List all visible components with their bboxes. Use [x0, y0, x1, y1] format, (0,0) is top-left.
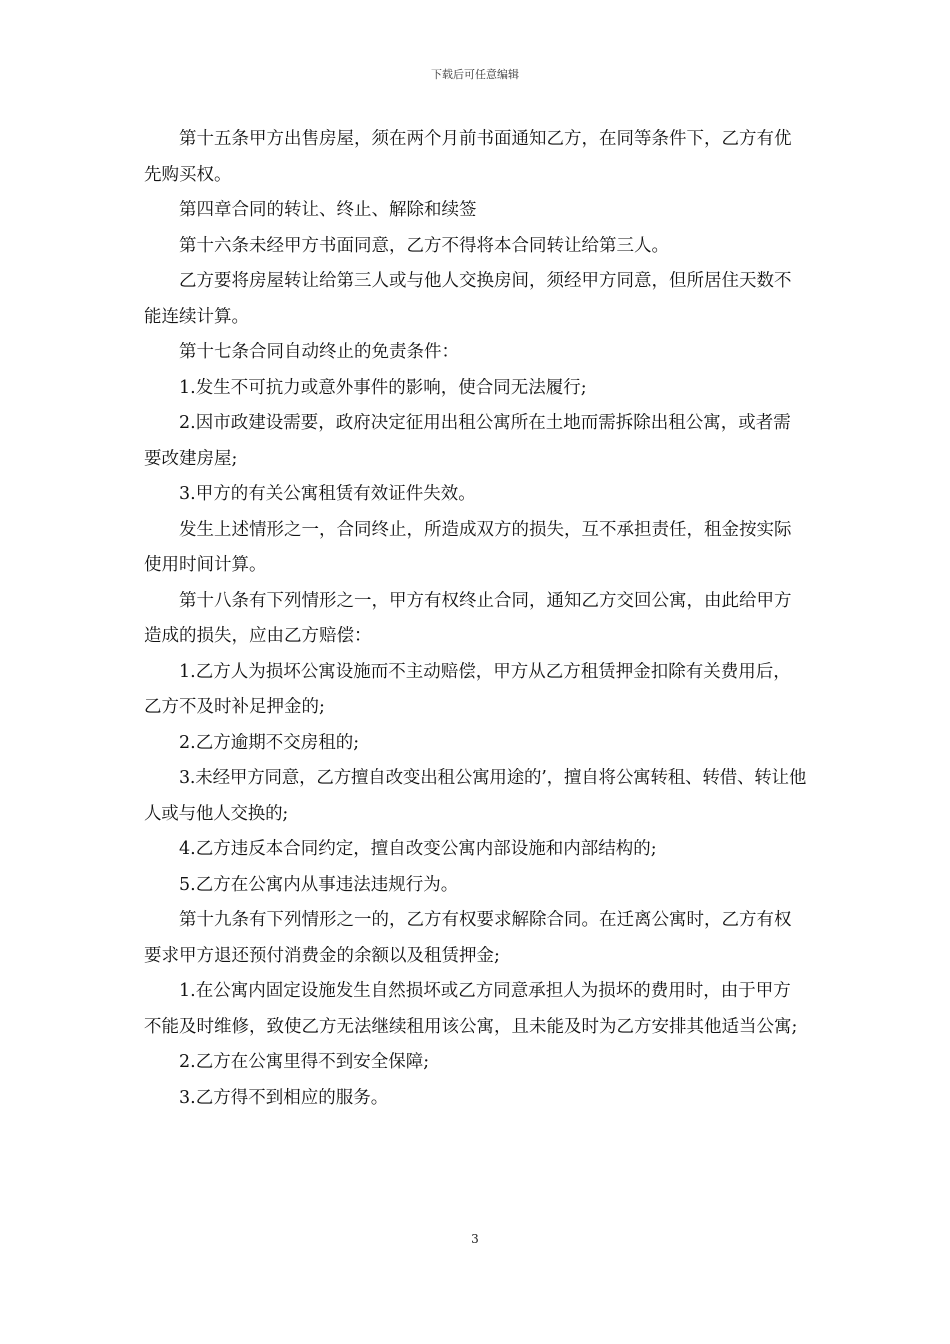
list-item-18-4: 4.乙方违反本合同约定，擅自改变公寓内部设施和内部结构的;	[179, 839, 657, 859]
paragraph-article-17: 第十七条合同自动终止的免责条件：	[179, 342, 459, 362]
paragraph-article-18: 第十八条有下列情形之一，甲方有权终止合同，通知乙方交回公寓，由此给甲方造成的损失，应由乙方赔偿：	[144, 590, 792, 646]
paragraph-article-19: 第十九条有下列情形之一的，乙方有权要求解除合同。在迁离公寓时，乙方有权要求甲方退还预付消费金的余额以及租赁押金;	[144, 910, 792, 966]
list-item-19-1: 1.在公寓内固定设施发生自然损坏或乙方同意承担人为损坏的费用时，由于甲方不能及时维修，致使乙方无法继续租用该公寓，且未能及时为乙方安排其他适当公寓;	[144, 981, 798, 1037]
chapter-heading: 第四章合同的转让、终止、解除和续签	[179, 200, 477, 220]
list-item-18-1: 1.乙方人为损坏公寓设施而不主动赔偿，甲方从乙方租赁押金扣除有关费用后，乙方不及时补足押金的;	[144, 661, 791, 717]
document-body	[144, 122, 808, 1116]
paragraph-article-16: 第十六条未经甲方书面同意，乙方不得将本合同转让给第三人。	[179, 235, 669, 256]
paragraph-termination-note: 发生上述情形之一，合同终止，所造成双方的损失，互不承担责任，租金按实际使用时间计算。	[144, 519, 792, 575]
paragraph-transfer-note: 乙方要将房屋转让给第三人或与他人交换房间，须经甲方同意，但所居住天数不能连续计算。	[144, 271, 792, 327]
list-item-18-3: 3.未经甲方同意，乙方擅自改变出租公寓用途的’，擅自将公寓转租、转借、转让他人或与他人交换的;	[144, 768, 807, 824]
list-item-19-3: 3.乙方得不到相应的服务。	[179, 1087, 389, 1108]
list-item-19-2: 2.乙方在公寓里得不到安全保障;	[179, 1052, 430, 1072]
list-item-18-5: 5.乙方在公寓内从事违法违规行为。	[179, 874, 459, 895]
list-item-17-2: 2.因市政建设需要，政府决定征用出租公寓所在土地而需拆除出租公寓，或者需要改建房屋;	[144, 413, 791, 469]
page-header: 下载后可任意编辑	[431, 68, 519, 81]
list-item-17-3: 3.甲方的有关公寓租赁有效证件失效。	[179, 484, 476, 504]
page-number: 3	[471, 1232, 479, 1246]
list-item-18-2: 2.乙方逾期不交房租的;	[179, 732, 360, 753]
list-item-17-1: 1.发生不可抗力或意外事件的影响，使合同无法履行;	[179, 377, 587, 398]
paragraph-article-15: 第十五条甲方出售房屋，须在两个月前书面通知乙方，在同等条件下，乙方有优先购买权。	[144, 129, 792, 185]
